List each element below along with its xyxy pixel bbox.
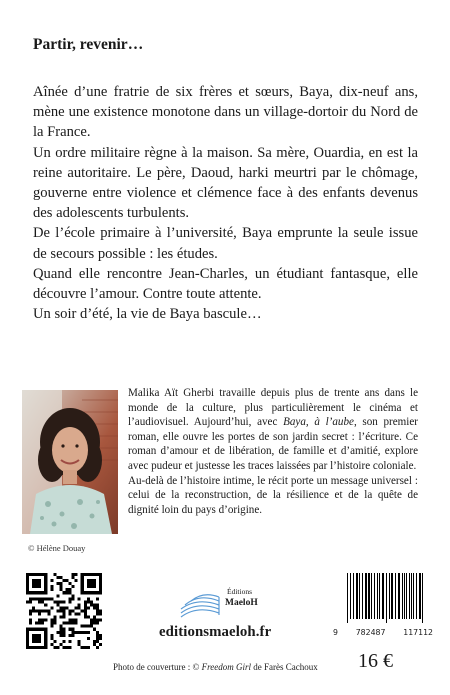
book-summary: [33, 82, 418, 324]
publisher-logo: [175, 583, 275, 621]
summary-paragraph: Un soir d’été, la vie de Baya bascule…: [33, 306, 262, 323]
isbn-prefix: 9: [333, 628, 338, 637]
price: 16 €: [358, 650, 393, 672]
qr-code-icon: [26, 573, 102, 649]
publisher-website: editionsmaeloh.fr: [159, 624, 272, 640]
isbn-group-2: 117112: [403, 628, 433, 637]
bio-paragraph: Au-delà de l’histoire intime, le récit porte un message universel : celui de la reconstruction, de la résilience et de la quête de dignité loin du pays d’origine.: [128, 474, 418, 516]
bio-text: , son premier roman, elle ouvre les portes de son jardin secret : l’écriture. Ce roman d’amour et de libération, de famille et d’amitié, explore avec pudeur et justesse les traces laissées par l’histoire coloniale.: [128, 416, 418, 472]
bio-text: Malika Aït Gherbi travaille depuis plus de trente ans dans le monde de la culture, plus particulièrement le cinéma et l’audiovisuel. Aujourd’hui, avec: [128, 387, 418, 429]
cover-credit: [113, 662, 318, 672]
summary-paragraph: Quand elle rencontre Jean-Charles, un étudiant fantasque, elle découvre l’amour. Contre toute attente.: [33, 265, 418, 303]
summary-paragraph: Aînée d’une fratrie de six frères et sœurs, Baya, dix-neuf ans, mène une existence monotone dans un village-dortoir du Nord de la France.: [33, 84, 418, 141]
book-title-inline: Baya, à l’aube: [283, 416, 354, 429]
summary-paragraph: De l’école primaire à l’université, Baya emprunte la seule issue de secours possible : les études.: [33, 225, 418, 262]
cover-artwork-title: Freedom Girl: [201, 662, 251, 672]
publisher-label: Éditions: [227, 587, 253, 596]
barcode-icon: [345, 573, 427, 623]
cover-credit-prefix: Photo de couverture : ©: [113, 662, 202, 672]
bio-paragraph: [128, 386, 418, 474]
author-bio: [128, 386, 418, 517]
book-tagline: Partir, revenir…: [33, 36, 144, 53]
isbn-group-1: 782487: [355, 628, 386, 637]
photo-credit: © Hélène Douay: [28, 543, 86, 553]
publisher-name: MaeloH: [225, 598, 258, 608]
author-photo: [22, 390, 118, 534]
cover-credit-suffix: de Farès Cachoux: [251, 662, 318, 672]
isbn-number: [333, 628, 433, 637]
summary-paragraph: Un ordre militaire règne à la maison. Sa mère, Ouardia, en est la reine autoritaire. Le père, Daoud, harki meurtri par le chômage, gouverne entre violence et clémence face à des enfants devenus des adolescents turbulents.: [33, 144, 418, 222]
